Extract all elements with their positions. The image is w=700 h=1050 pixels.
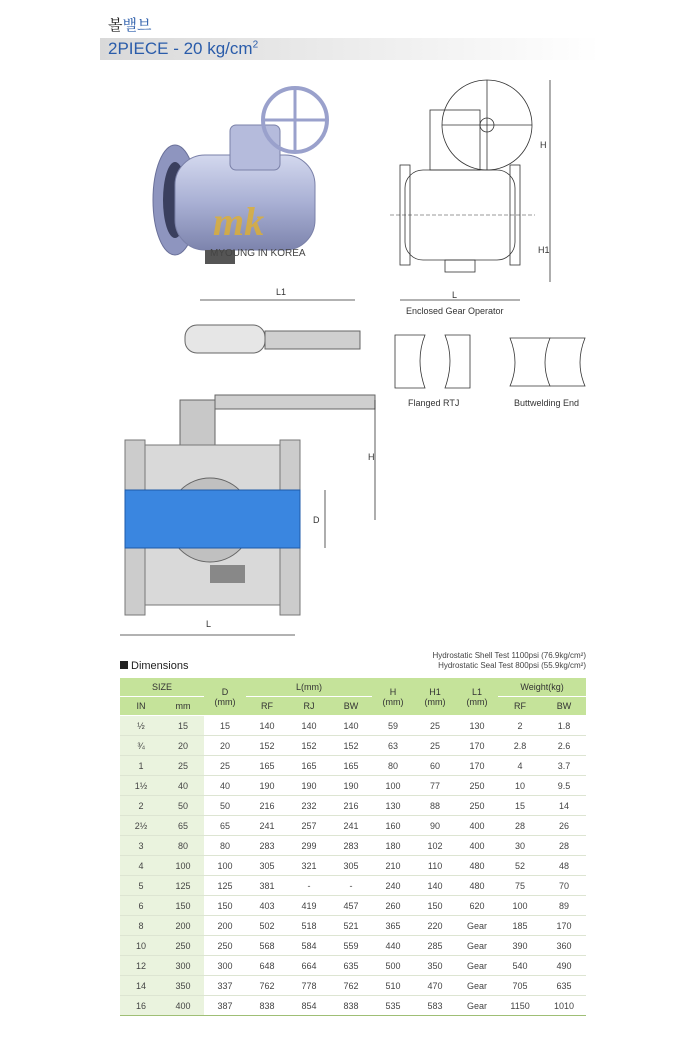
table-cell: 250	[456, 796, 498, 816]
table-cell: 14	[120, 976, 162, 996]
header-d-unit: (mm)	[214, 696, 236, 707]
table-cell: Gear	[456, 996, 498, 1016]
seal-test-note: Hydrostatic Seal Test 800psi (55.9kg/cm²)	[438, 661, 586, 670]
table-cell: 2½	[120, 816, 162, 836]
dim-l-label-section: L	[206, 619, 212, 629]
dim-d-label: D	[313, 515, 320, 525]
table-row	[120, 916, 586, 936]
header-h1	[414, 678, 456, 716]
table-row	[120, 876, 586, 896]
table-cell: 88	[414, 796, 456, 816]
header-l1	[456, 678, 498, 716]
header-size: SIZE	[120, 678, 204, 697]
table-cell: ½	[120, 716, 162, 736]
header-rf: RF	[246, 697, 288, 716]
table-cell: 160	[372, 816, 414, 836]
header-weight-rf: RF	[498, 697, 542, 716]
table-row	[120, 896, 586, 916]
header-d	[204, 678, 246, 716]
table-cell: 100	[204, 856, 246, 876]
table-cell: 283	[246, 836, 288, 856]
table-cell: 664	[288, 956, 330, 976]
table-row	[120, 976, 586, 996]
table-cell: 305	[246, 856, 288, 876]
table-cell: Gear	[456, 916, 498, 936]
table-cell: 250	[162, 936, 204, 956]
table-cell: 1½	[120, 776, 162, 796]
table-cell: 540	[498, 956, 542, 976]
table-cell: 283	[330, 836, 372, 856]
table-cell: 80	[204, 836, 246, 856]
table-cell: 14	[542, 796, 586, 816]
valve-section-drawing	[120, 390, 390, 640]
table-cell: 50	[204, 796, 246, 816]
table-cell: 365	[372, 916, 414, 936]
table-cell: 3	[120, 836, 162, 856]
table-row	[120, 956, 586, 976]
table-row	[120, 736, 586, 756]
lever-top-view	[180, 295, 380, 375]
table-cell: 100	[162, 856, 204, 876]
table-cell: 4	[498, 756, 542, 776]
table-cell: 210	[372, 856, 414, 876]
table-cell: 216	[246, 796, 288, 816]
table-cell: 130	[372, 796, 414, 816]
table-cell: 381	[246, 876, 288, 896]
table-cell: 185	[498, 916, 542, 936]
product-photo	[135, 80, 345, 280]
table-cell: 635	[542, 976, 586, 996]
table-cell: 584	[288, 936, 330, 956]
table-cell: 648	[246, 956, 288, 976]
header-h-label: H	[389, 686, 397, 697]
table-cell: 360	[542, 936, 586, 956]
page-title-superscript: 2	[252, 39, 259, 51]
table-cell: 8	[120, 916, 162, 936]
table-cell: 6	[120, 896, 162, 916]
header-h	[372, 678, 414, 716]
table-cell: 30	[498, 836, 542, 856]
table-cell: 200	[162, 916, 204, 936]
table-cell: 150	[204, 896, 246, 916]
table-cell: 2	[498, 716, 542, 736]
table-cell: 28	[498, 816, 542, 836]
table-cell: 125	[204, 876, 246, 896]
table-cell: 89	[542, 896, 586, 916]
table-cell: 16	[120, 996, 162, 1016]
logo-mark: mk	[213, 199, 265, 244]
table-cell: 25	[414, 716, 456, 736]
table-cell: 140	[414, 876, 456, 896]
table-cell: 257	[288, 816, 330, 836]
table-cell: 220	[414, 916, 456, 936]
table-row	[120, 776, 586, 796]
table-cell: 150	[414, 896, 456, 916]
table-cell: 190	[330, 776, 372, 796]
table-cell: 152	[288, 736, 330, 756]
dim-h-label-section: H	[368, 452, 375, 462]
table-cell: 70	[542, 876, 586, 896]
table-cell: 568	[246, 936, 288, 956]
header-h1-label: H1	[429, 686, 441, 697]
table-cell: 130	[456, 716, 498, 736]
table-cell: 102	[414, 836, 456, 856]
header-l1-unit: (mm)	[466, 696, 488, 707]
dim-l1-label: L1	[276, 287, 287, 297]
table-cell: 490	[542, 956, 586, 976]
table-cell: 300	[162, 956, 204, 976]
header-bw: BW	[330, 697, 372, 716]
table-cell: 635	[330, 956, 372, 976]
table-cell: 260	[372, 896, 414, 916]
table-cell: 285	[414, 936, 456, 956]
header-d-label: D	[221, 686, 229, 697]
table-cell: 390	[498, 936, 542, 956]
table-cell: 400	[456, 836, 498, 856]
header-l1-label: L1	[472, 686, 483, 697]
table-cell: 250	[456, 776, 498, 796]
table-cell: 100	[372, 776, 414, 796]
table-cell: 1150	[498, 996, 542, 1016]
table-cell: 152	[246, 736, 288, 756]
table-cell: 170	[456, 736, 498, 756]
table-cell: Gear	[456, 936, 498, 956]
korean-title-prefix: 볼	[108, 17, 123, 34]
table-row	[120, 836, 586, 856]
table-cell: 240	[372, 876, 414, 896]
table-cell: 50	[162, 796, 204, 816]
dim-l-label-gear: L	[452, 290, 458, 300]
header-weight-bw: BW	[542, 697, 586, 716]
table-cell: 140	[330, 716, 372, 736]
gear-operator-drawing	[390, 70, 560, 305]
table-cell: 65	[162, 816, 204, 836]
table-cell: 15	[162, 716, 204, 736]
table-cell: 1	[120, 756, 162, 776]
table-row	[120, 936, 586, 956]
table-cell: 26	[542, 816, 586, 836]
table-cell: 180	[372, 836, 414, 856]
table-cell: 559	[330, 936, 372, 956]
dimensions-heading	[120, 660, 188, 672]
header-mm: mm	[162, 697, 204, 716]
table-cell: 15	[204, 716, 246, 736]
table-cell: 500	[372, 956, 414, 976]
table-cell: 480	[456, 876, 498, 896]
table-cell: 40	[162, 776, 204, 796]
table-cell: 25	[204, 756, 246, 776]
table-cell: 1.8	[542, 716, 586, 736]
table-row	[120, 796, 586, 816]
table-cell: 40	[204, 776, 246, 796]
table-cell: 518	[288, 916, 330, 936]
table-cell: 15	[498, 796, 542, 816]
table-cell: 170	[456, 756, 498, 776]
table-cell: 305	[330, 856, 372, 876]
heading-square-icon	[120, 661, 128, 669]
table-cell: 241	[246, 816, 288, 836]
table-cell: 100	[498, 896, 542, 916]
table-cell: 321	[288, 856, 330, 876]
table-cell: 25	[414, 736, 456, 756]
table-cell: 75	[498, 876, 542, 896]
table-row	[120, 716, 586, 736]
table-cell: 250	[204, 936, 246, 956]
page-title	[108, 39, 258, 59]
table-cell: 20	[162, 736, 204, 756]
table-cell: 762	[246, 976, 288, 996]
table-cell: 200	[204, 916, 246, 936]
table-row	[120, 996, 586, 1016]
table-cell: 583	[414, 996, 456, 1016]
table-cell: 232	[288, 796, 330, 816]
table-cell: 59	[372, 716, 414, 736]
table-body	[120, 716, 586, 1016]
table-cell: 10	[120, 936, 162, 956]
table-cell: 4	[120, 856, 162, 876]
table-cell: 5	[120, 876, 162, 896]
table-cell: 299	[288, 836, 330, 856]
table-cell: 480	[456, 856, 498, 876]
table-cell: 2	[120, 796, 162, 816]
flanged-rtj-label: Flanged RTJ	[408, 398, 460, 408]
table-cell: 90	[414, 816, 456, 836]
header-h-unit: (mm)	[382, 696, 404, 707]
dim-h-label: H	[540, 140, 547, 150]
table-cell: 535	[372, 996, 414, 1016]
table-cell: 400	[456, 816, 498, 836]
table-cell: 165	[288, 756, 330, 776]
table-cell: 125	[162, 876, 204, 896]
table-cell: 2.8	[498, 736, 542, 756]
table-cell: 510	[372, 976, 414, 996]
table-cell: 337	[204, 976, 246, 996]
table-cell: -	[330, 876, 372, 896]
table-cell: 1010	[542, 996, 586, 1016]
gear-operator-label: Enclosed Gear Operator	[406, 306, 504, 316]
table-cell: 12	[120, 956, 162, 976]
buttwelding-label: Buttwelding End	[514, 398, 580, 408]
table-cell: 521	[330, 916, 372, 936]
table-cell: 190	[288, 776, 330, 796]
table-cell: 140	[246, 716, 288, 736]
table-cell: 165	[246, 756, 288, 776]
table-cell: 48	[542, 856, 586, 876]
table-cell: 620	[456, 896, 498, 916]
table-cell: 3.7	[542, 756, 586, 776]
table-cell: 502	[246, 916, 288, 936]
table-cell: 63	[372, 736, 414, 756]
table-cell: 440	[372, 936, 414, 956]
table-cell: 77	[414, 776, 456, 796]
table-cell: 25	[162, 756, 204, 776]
table-cell: 165	[330, 756, 372, 776]
table-cell: 470	[414, 976, 456, 996]
dim-h1-label: H1	[538, 245, 550, 255]
table-cell: ¾	[120, 736, 162, 756]
end-connection-drawings	[390, 330, 590, 395]
table-cell: 190	[246, 776, 288, 796]
table-cell: 80	[162, 836, 204, 856]
table-cell: 9.5	[542, 776, 586, 796]
table-cell: 403	[246, 896, 288, 916]
table-row	[120, 856, 586, 876]
table-cell: 838	[246, 996, 288, 1016]
table-cell: 838	[330, 996, 372, 1016]
header-in: IN	[120, 697, 162, 716]
dimensions-heading-text: Dimensions	[131, 660, 189, 672]
table-cell: 350	[414, 956, 456, 976]
shell-test-note: Hydrostatic Shell Test 1100psi (76.9kg/cm²)	[432, 651, 586, 660]
table-cell: Gear	[456, 956, 498, 976]
table-cell: 854	[288, 996, 330, 1016]
table-cell: 80	[372, 756, 414, 776]
table-cell: 28	[542, 836, 586, 856]
table-cell: Gear	[456, 976, 498, 996]
table-cell: 419	[288, 896, 330, 916]
header-h1-unit: (mm)	[424, 696, 446, 707]
header-rj: RJ	[288, 697, 330, 716]
dimensions-table	[120, 678, 586, 1016]
table-cell: 52	[498, 856, 542, 876]
table-cell: 170	[542, 916, 586, 936]
table-row	[120, 756, 586, 776]
table-cell: 10	[498, 776, 542, 796]
table-cell: 762	[330, 976, 372, 996]
table-cell: 705	[498, 976, 542, 996]
page-title-text: 2PIECE - 20 kg/cm	[108, 39, 253, 58]
table-cell: 65	[204, 816, 246, 836]
table-cell: 457	[330, 896, 372, 916]
table-row	[120, 816, 586, 836]
table-cell: 241	[330, 816, 372, 836]
table-cell: 400	[162, 996, 204, 1016]
korean-title-highlight: 밸브	[122, 17, 152, 34]
table-cell: 350	[162, 976, 204, 996]
header-weight: Weight(kg)	[498, 678, 586, 697]
table-cell: 110	[414, 856, 456, 876]
table-cell: 152	[330, 736, 372, 756]
table-cell: 2.6	[542, 736, 586, 756]
table-cell: 140	[288, 716, 330, 736]
table-cell: -	[288, 876, 330, 896]
table-cell: 216	[330, 796, 372, 816]
table-cell: 150	[162, 896, 204, 916]
table-cell: 60	[414, 756, 456, 776]
table-cell: 300	[204, 956, 246, 976]
logo-caption: MYOUNG IN KOREA	[210, 248, 306, 259]
header-l: L(mm)	[246, 678, 372, 697]
table-cell: 778	[288, 976, 330, 996]
korean-title	[108, 14, 151, 35]
table-cell: 20	[204, 736, 246, 756]
table-cell: 387	[204, 996, 246, 1016]
